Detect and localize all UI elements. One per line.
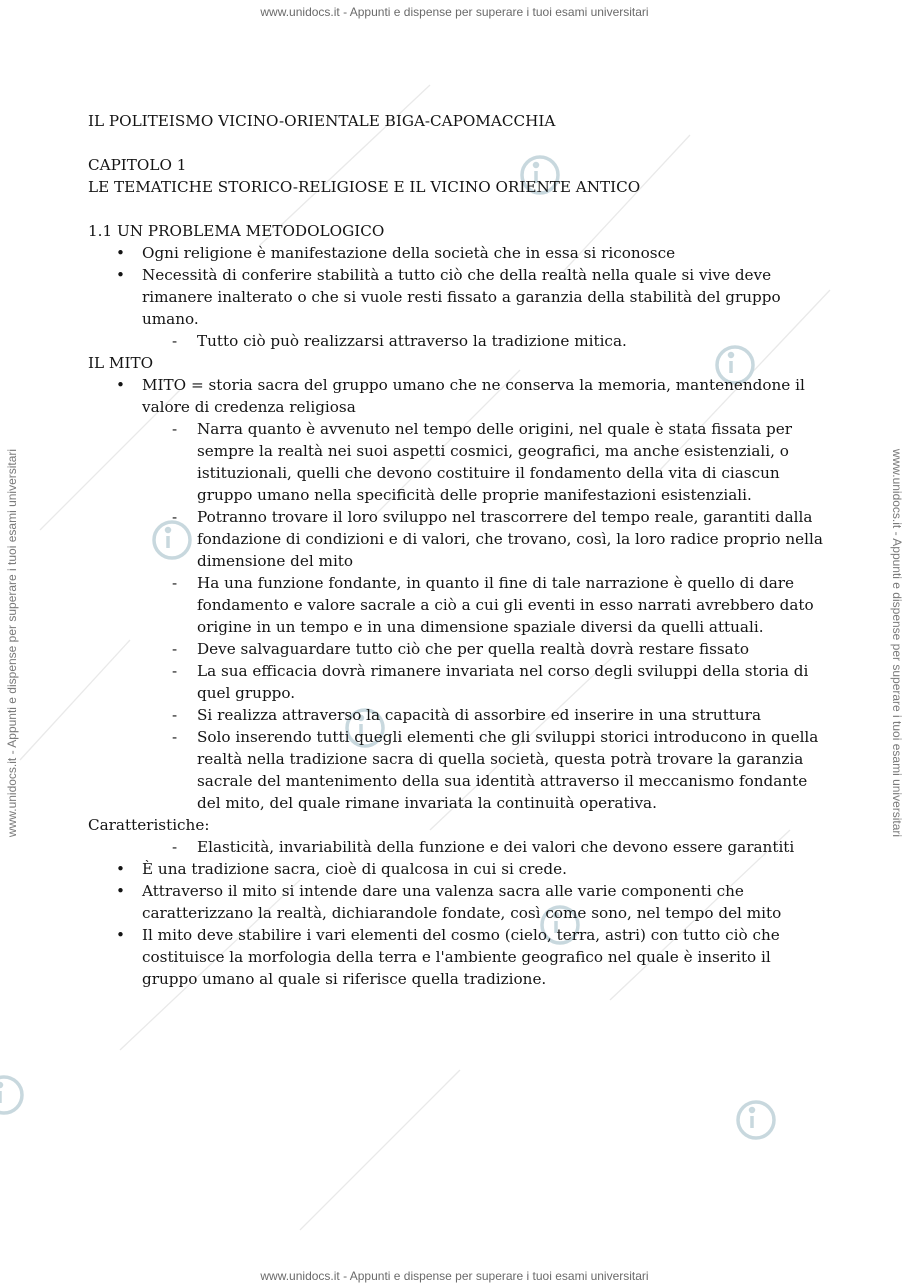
bullet-item: • È una tradizione sacra, cioè di qualcosa in cui si crede.	[88, 858, 828, 880]
sub-bullet-item: - Ha una funzione fondante, in quanto il fine di tale narrazione è quello di dare fondamento e valore sacrale a ciò a cui gli eventi in esso narrati avrebbero dato origine in un tempo e in una dimensione spaziale diversi da quelli attuali.	[88, 572, 828, 638]
section-heading: 1.1 UN PROBLEMA METODOLOGICO	[88, 222, 385, 240]
sub-bullet-item: - Narra quanto è avvenuto nel tempo delle origini, nel quale è stata fissata per sempre la realtà nei suoi aspetti cosmici, geografici, ma anche esistenziali, o istituzionali, quelli che devono costituire il fondamento della vita di ciascun gruppo umano nella specificità delle proprie manifestazioni esistenziali.	[88, 418, 828, 506]
bullet-item: • Il mito deve stabilire i vari elementi del cosmo (cielo, terra, astri) con tutto ciò che costituisce la morfologia della terra e l'ambiente geografico nel quale è inserito il gruppo umano al quale si riferisce quella tradizione.	[88, 924, 828, 990]
bullet-item: • Attraverso il mito si intende dare una valenza sacra alle varie componenti che caratterizzano la realtà, dichiarandole fondate, così come sono, nel tempo del mito	[88, 880, 828, 924]
watermark-footer: www.unidocs.it - Appunti e dispense per superare i tuoi esami universitari	[260, 1269, 649, 1283]
bullet-item: • MITO = storia sacra del gruppo umano che ne conserva la memoria, mantenendone il valore di credenza religiosa	[88, 374, 828, 418]
document-title: IL POLITEISMO VICINO-ORIENTALE BIGA-CAPOMACCHIA	[88, 112, 556, 130]
sub-bullet-list	[88, 330, 828, 352]
sub-bullet-item: - Tutto ciò può realizzarsi attraverso la tradizione mitica.	[88, 330, 828, 352]
sub-bullet-item: - Elasticità, invariabilità della funzione e dei valori che devono essere garantiti	[88, 836, 828, 858]
sub-bullet-item: - Si realizza attraverso la capacità di assorbire ed inserire in una struttura	[88, 704, 828, 726]
bullet-item: • Necessità di conferire stabilità a tutto ciò che della realtà nella quale si vive deve rimanere inalterato o che si vuole resti fissato a garanzia della stabilità del gruppo umano.	[88, 264, 828, 330]
bullet-item: • Ogni religione è manifestazione della società che in essa si riconosce	[88, 242, 828, 264]
sub-bullet-item: - Deve salvaguardare tutto ciò che per quella realtà dovrà restare fissato	[88, 638, 828, 660]
sub-bullet-item: - Potranno trovare il loro sviluppo nel trascorrere del tempo reale, garantiti dalla fondazione di condizioni e di valori, che trovano, così, la loro radice proprio nella dimensione del mito	[88, 506, 828, 572]
watermark-side-right: www.unidocs.it - Appunti e dispense per superare i tuoi esami universitari	[890, 448, 904, 838]
document-body	[88, 110, 828, 990]
bullet-list	[88, 858, 828, 990]
bullet-list	[88, 242, 828, 330]
watermark-header: www.unidocs.it - Appunti e dispense per superare i tuoi esami universitari	[260, 5, 649, 19]
sub-bullet-item: - Solo inserendo tutti quegli elementi che gli sviluppi storici introducono in quella realtà nella tradizione sacra di quella società, questa potrà trovare la garanzia sacrale del mantenimento della sua identità attraverso il meccanismo fondante del mito, del quale rimane invariata la continuità operativa.	[88, 726, 828, 814]
watermark-side-left: www.unidocs.it - Appunti e dispense per superare i tuoi esami universitari	[5, 448, 19, 838]
chapter-title: LE TEMATICHE STORICO-RELIGIOSE E IL VICINO ORIENTE ANTICO	[88, 178, 641, 196]
chapter-number: CAPITOLO 1	[88, 156, 187, 174]
sub-bullet-list	[88, 836, 828, 858]
section-heading: IL MITO	[88, 354, 154, 372]
bullet-list	[88, 374, 828, 418]
sub-bullet-item: - La sua efficacia dovrà rimanere invariata nel corso degli sviluppi della storia di quel gruppo.	[88, 660, 828, 704]
sub-bullet-list	[88, 418, 828, 814]
section-heading: Caratteristiche:	[88, 816, 210, 834]
